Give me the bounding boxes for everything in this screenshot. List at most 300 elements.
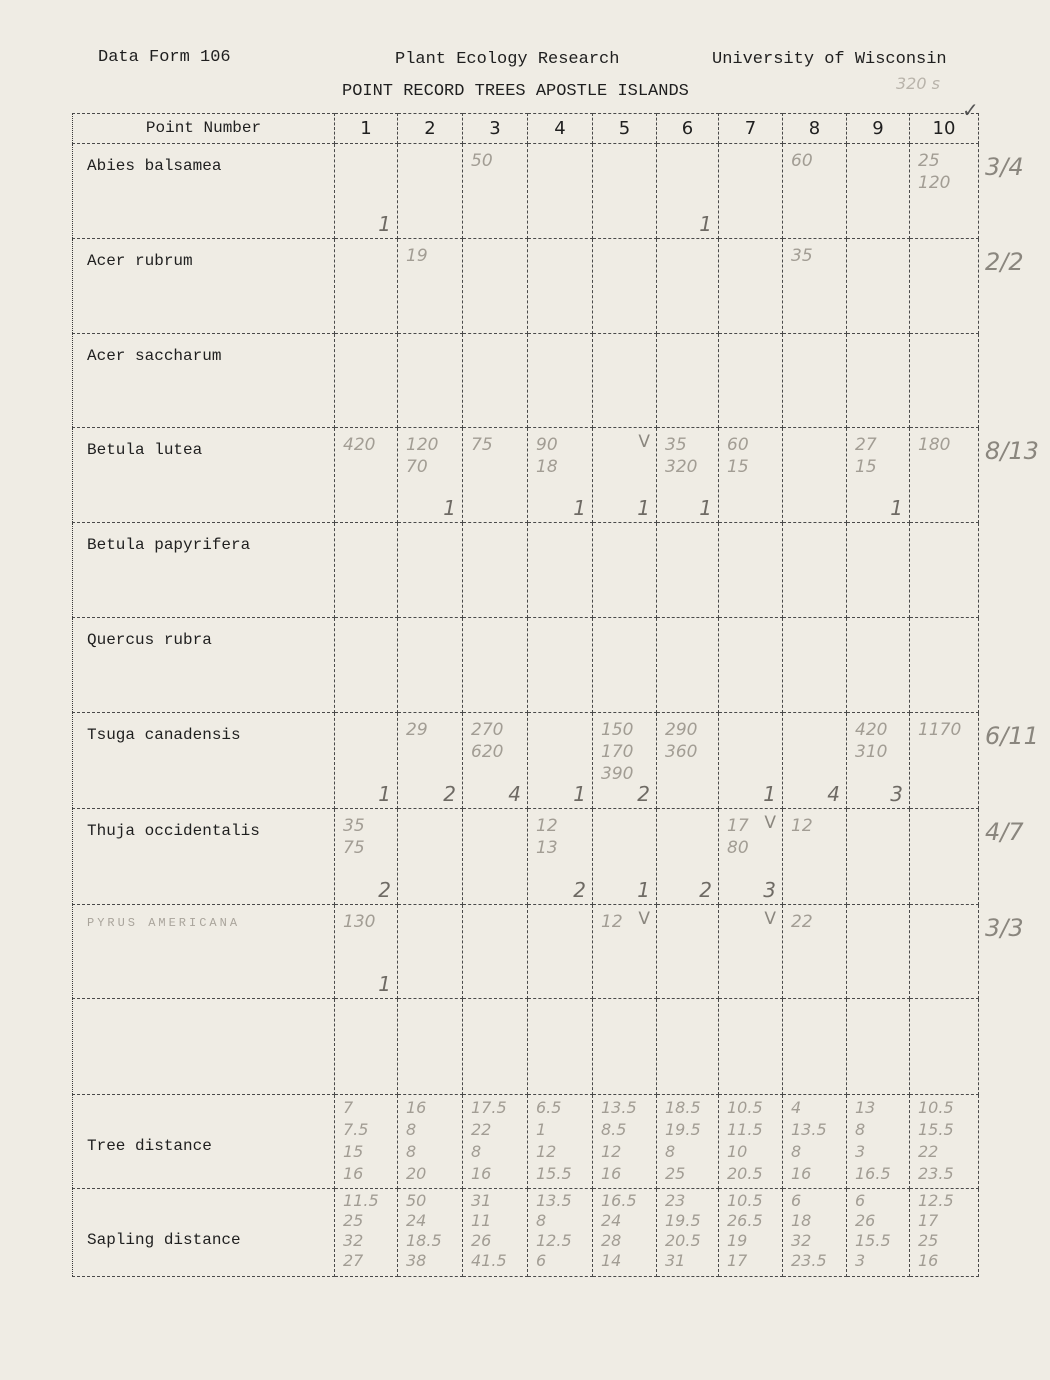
sapling-distance-values — [536, 1191, 572, 1271]
sapling-distance-cell — [593, 1189, 657, 1277]
sapling-distance-values — [791, 1191, 827, 1271]
data-cell — [783, 905, 847, 999]
diameter-value: 270 — [471, 720, 504, 740]
data-cell — [719, 905, 783, 999]
diameter-value: 120 — [406, 435, 439, 455]
tree-distance-cell — [335, 1095, 398, 1189]
point-number: 10 — [932, 118, 956, 139]
data-cell — [335, 144, 398, 239]
sapling-distance-cell — [657, 1189, 719, 1277]
tally-value: 2/2 — [985, 248, 1024, 276]
tree-distance-values — [601, 1097, 637, 1185]
diameter-values — [791, 150, 813, 172]
sapling-distance-value: 26 — [471, 1231, 492, 1250]
tree-distance-value: 16 — [601, 1164, 622, 1183]
sapling-distance-value: 41.5 — [471, 1251, 507, 1270]
species-label-cell — [73, 809, 335, 905]
point-number: 7 — [744, 118, 757, 139]
data-cell — [657, 428, 719, 523]
data-cell — [719, 334, 783, 428]
count-value: 2 — [637, 782, 650, 806]
diameter-value: 320 — [665, 457, 698, 477]
tree-distance-value: 10.5 — [918, 1098, 954, 1117]
tree-distance-values — [727, 1097, 763, 1185]
tree-distance-value: 16 — [791, 1164, 812, 1183]
sapling-distance-cell — [528, 1189, 593, 1277]
tree-distance-value: 8 — [665, 1142, 676, 1161]
data-cell — [593, 618, 657, 713]
data-cell — [463, 999, 528, 1095]
diameter-value: 12 — [791, 816, 813, 836]
data-cell — [910, 809, 979, 905]
sapling-distance-values — [343, 1191, 379, 1271]
tree-distance-value: 10 — [727, 1142, 748, 1161]
sapling-distance-value: 24 — [406, 1211, 427, 1230]
tree-distance-cell — [528, 1095, 593, 1189]
form-title: POINT RECORD TREES APOSTLE ISLANDS — [342, 82, 689, 101]
tree-distance-value: 10.5 — [727, 1098, 763, 1117]
count-value: 2 — [378, 878, 391, 902]
sapling-distance-value: 23 — [665, 1191, 686, 1210]
data-cell — [593, 809, 657, 905]
diameter-value: 35 — [343, 816, 365, 836]
species-name — [73, 999, 334, 1012]
tree-distance-value: 22 — [471, 1120, 492, 1139]
data-cell — [463, 428, 528, 523]
tally-value: 3/3 — [985, 914, 1024, 942]
data-cell — [783, 809, 847, 905]
tree-distance-value: 13.5 — [791, 1120, 827, 1139]
diameter-value: 180 — [918, 435, 951, 455]
species-label-cell — [73, 144, 335, 239]
tree-distance-value: 13 — [855, 1098, 876, 1117]
diameter-value: 390 — [601, 764, 634, 784]
diameter-value: 35 — [791, 246, 813, 266]
data-cell — [847, 428, 910, 523]
diameter-values — [343, 434, 375, 456]
sapling-distance-label-cell — [73, 1189, 335, 1277]
data-cell — [719, 239, 783, 334]
diameter-values — [343, 815, 365, 859]
sapling-distance-value: 13.5 — [536, 1191, 572, 1210]
diameter-value: 70 — [406, 457, 428, 477]
data-cell — [528, 428, 593, 523]
data-cell — [593, 334, 657, 428]
sapling-distance-value: 20.5 — [665, 1231, 701, 1250]
diameter-value: 420 — [343, 435, 376, 455]
tree-distance-value: 13.5 — [601, 1098, 637, 1117]
tree-distance-value: 7 — [343, 1098, 354, 1117]
data-cell — [398, 999, 463, 1095]
data-cell — [398, 428, 463, 523]
diameter-value: 17 — [727, 816, 749, 836]
sapling-distance-value: 3 — [855, 1251, 866, 1270]
diameter-value: 120 — [918, 173, 951, 193]
data-cell — [847, 523, 910, 618]
sapling-distance-value: 25 — [918, 1231, 939, 1250]
data-cell — [910, 334, 979, 428]
sapling-distance-values — [665, 1191, 701, 1271]
data-cell — [528, 334, 593, 428]
data-cell — [463, 239, 528, 334]
tree-distance-value: 8 — [406, 1142, 417, 1161]
tree-distance-value: 15 — [343, 1142, 364, 1161]
sapling-distance-value: 6 — [536, 1251, 547, 1270]
diameter-value: 50 — [471, 151, 493, 171]
data-cell — [528, 618, 593, 713]
sapling-distance-value: 17 — [918, 1211, 939, 1230]
data-cell — [463, 905, 528, 999]
data-cell — [657, 239, 719, 334]
sapling-distance-cell — [719, 1189, 783, 1277]
data-cell — [398, 334, 463, 428]
sapling-distance-value: 12.5 — [536, 1231, 572, 1250]
check-mark: V — [764, 909, 776, 929]
data-cell — [593, 523, 657, 618]
count-value: 1 — [699, 496, 712, 520]
sapling-distance-value: 31 — [471, 1191, 492, 1210]
tree-distance-value: 3 — [855, 1142, 866, 1161]
tree-distance-cell — [847, 1095, 910, 1189]
data-cell — [335, 523, 398, 618]
diameter-value: 420 — [855, 720, 888, 740]
count-value: 4 — [827, 782, 840, 806]
diameter-value: 25 — [918, 151, 940, 171]
data-cell — [910, 713, 979, 809]
diameter-value: 310 — [855, 742, 888, 762]
diameter-value: 290 — [665, 720, 698, 740]
data-cell — [463, 334, 528, 428]
count-value: 1 — [699, 212, 712, 236]
diameter-values — [791, 911, 813, 933]
count-value: 1 — [378, 972, 391, 996]
point-number: 1 — [360, 118, 372, 139]
data-cell — [463, 809, 528, 905]
diameter-values — [406, 245, 428, 267]
diameter-value: 1170 — [918, 720, 962, 740]
diameter-values — [601, 911, 623, 933]
data-cell — [783, 334, 847, 428]
data-cell — [335, 905, 398, 999]
data-cell — [783, 618, 847, 713]
diameter-value: 29 — [406, 720, 428, 740]
point-header-cell — [593, 114, 657, 144]
point-number: 9 — [872, 118, 884, 139]
point-number-label: Point Number — [145, 119, 262, 137]
diameter-value: 60 — [727, 435, 749, 455]
data-cell — [463, 618, 528, 713]
sapling-distance-value: 10.5 — [727, 1191, 763, 1210]
data-cell — [719, 618, 783, 713]
sapling-distance-value: 16 — [918, 1251, 939, 1270]
tree-distance-value: 12 — [601, 1142, 622, 1161]
data-cell — [719, 809, 783, 905]
data-cell — [910, 905, 979, 999]
data-cell — [593, 144, 657, 239]
sapling-distance-values — [471, 1191, 507, 1271]
count-value: 1 — [573, 782, 586, 806]
sapling-distance-value: 31 — [665, 1251, 686, 1270]
species-label-cell — [73, 713, 335, 809]
tree-distance-value: 8 — [855, 1120, 866, 1139]
tree-distance-values — [855, 1097, 891, 1185]
tree-distance-value: 19.5 — [665, 1120, 701, 1139]
diameter-values — [727, 815, 749, 859]
species-name: Acer rubrum — [87, 252, 193, 270]
diameter-values — [471, 719, 503, 763]
diameter-values — [471, 150, 493, 172]
species-label-cell — [73, 428, 335, 523]
diameter-value: 60 — [791, 151, 813, 171]
count-value: 1 — [443, 496, 456, 520]
tree-distance-value: 23.5 — [918, 1164, 954, 1183]
data-cell — [783, 713, 847, 809]
diameter-values — [791, 245, 813, 267]
diameter-value: 90 — [536, 435, 558, 455]
count-value: 2 — [699, 878, 712, 902]
diameter-value: 620 — [471, 742, 504, 762]
data-cell — [910, 144, 979, 239]
data-cell — [398, 618, 463, 713]
count-value: 1 — [378, 212, 391, 236]
point-number: 4 — [554, 118, 566, 139]
data-cell — [719, 144, 783, 239]
diameter-values — [918, 150, 950, 194]
tree-distance-value: 8 — [406, 1120, 417, 1139]
point-header-cell — [528, 114, 593, 144]
diameter-values — [471, 434, 493, 456]
data-cell — [910, 523, 979, 618]
species-label-cell — [73, 239, 335, 334]
count-value: 1 — [378, 782, 391, 806]
species-name: Thuja occidentalis — [87, 822, 260, 840]
tree-distance-value: 8.5 — [601, 1120, 627, 1139]
diameter-value: 12 — [601, 912, 623, 932]
tree-distance-value: 15.5 — [536, 1164, 572, 1183]
data-cell — [528, 713, 593, 809]
sapling-distance-values — [855, 1191, 891, 1271]
count-value: 1 — [637, 878, 650, 902]
data-cell — [657, 809, 719, 905]
diameter-value: 13 — [536, 838, 558, 858]
count-value: 1 — [763, 782, 776, 806]
tree-distance-value: 16 — [406, 1098, 427, 1117]
sapling-distance-cell — [783, 1189, 847, 1277]
data-cell — [847, 999, 910, 1095]
data-cell — [593, 713, 657, 809]
data-cell — [335, 334, 398, 428]
corner-note: 320 s — [896, 74, 940, 93]
diameter-value: 150 — [601, 720, 634, 740]
diameter-value: 170 — [601, 742, 634, 762]
data-cell — [657, 999, 719, 1095]
count-value: 1 — [573, 496, 586, 520]
diameter-values — [918, 719, 961, 741]
diameter-value: 15 — [855, 457, 877, 477]
data-cell — [847, 713, 910, 809]
data-cell — [528, 809, 593, 905]
data-cell — [593, 905, 657, 999]
sapling-distance-value: 32 — [791, 1231, 812, 1250]
data-cell — [463, 144, 528, 239]
data-cell — [463, 523, 528, 618]
data-cell — [398, 523, 463, 618]
tree-distance-value: 16 — [343, 1164, 364, 1183]
point-number: 8 — [808, 118, 821, 139]
data-cell — [657, 523, 719, 618]
sapling-distance-value: 15.5 — [855, 1231, 891, 1250]
tree-distance-value: 17.5 — [471, 1098, 507, 1117]
tree-distance-value: 11.5 — [727, 1120, 763, 1139]
data-cell — [528, 523, 593, 618]
data-cell — [657, 334, 719, 428]
data-cell — [335, 428, 398, 523]
diameter-value: 15 — [727, 457, 749, 477]
data-cell — [593, 239, 657, 334]
tree-distance-value: 16 — [471, 1164, 492, 1183]
data-cell — [398, 809, 463, 905]
diameter-values — [918, 434, 950, 456]
diameter-value: 80 — [727, 838, 749, 858]
species-name: Acer saccharum — [87, 347, 222, 365]
diameter-values — [406, 719, 428, 741]
tree-distance-cell — [910, 1095, 979, 1189]
sapling-distance-values — [727, 1191, 763, 1271]
species-label-cell — [73, 523, 335, 618]
diameter-values — [601, 719, 633, 785]
point-header-cell — [657, 114, 719, 144]
tree-distance-values — [791, 1097, 827, 1185]
data-cell — [528, 239, 593, 334]
sapling-distance-cell — [335, 1189, 398, 1277]
tree-distance-value: 12 — [536, 1142, 557, 1161]
data-cell — [783, 144, 847, 239]
count-value: 1 — [637, 496, 650, 520]
data-cell — [783, 999, 847, 1095]
data-cell — [335, 618, 398, 713]
point-header-cell — [847, 114, 910, 144]
diameter-values — [791, 815, 813, 837]
tree-distance-value: 20.5 — [727, 1164, 763, 1183]
sapling-distance-value: 28 — [601, 1231, 622, 1250]
tree-distance-value: 16.5 — [855, 1164, 891, 1183]
species-name: Abies balsamea — [87, 157, 222, 175]
point-number: 6 — [681, 118, 694, 139]
sapling-distance-value: 12.5 — [918, 1191, 954, 1210]
university-name: University of Wisconsin — [712, 50, 947, 69]
point-header-cell — [910, 114, 979, 144]
sapling-distance-value: 25 — [343, 1211, 364, 1230]
data-cell — [335, 999, 398, 1095]
tree-distance-value: 6.5 — [536, 1098, 562, 1117]
tree-distance-value: 8 — [471, 1142, 482, 1161]
point-number: 2 — [424, 118, 436, 139]
data-cell — [657, 618, 719, 713]
tree-distance-values — [343, 1097, 368, 1185]
data-cell — [398, 239, 463, 334]
sapling-distance-cell — [910, 1189, 979, 1277]
data-cell — [657, 905, 719, 999]
data-cell — [783, 428, 847, 523]
species-label-cell — [73, 905, 335, 999]
data-cell — [335, 713, 398, 809]
sapling-distance-value: 23.5 — [791, 1251, 827, 1270]
species-label-cell — [73, 999, 335, 1095]
diameter-values — [855, 719, 887, 763]
tree-distance-value: 7.5 — [343, 1120, 369, 1139]
data-cell — [847, 334, 910, 428]
tree-distance-value: 20 — [406, 1164, 427, 1183]
tree-distance-value: 15.5 — [918, 1120, 954, 1139]
sapling-distance-value: 38 — [406, 1251, 427, 1270]
form-number: Data Form 106 — [98, 48, 231, 67]
check-mark: V — [764, 813, 776, 833]
sapling-distance-value: 17 — [727, 1251, 748, 1270]
sapling-distance-value: 50 — [406, 1191, 427, 1210]
sapling-distance-value: 11 — [471, 1211, 492, 1230]
tree-distance-values — [536, 1097, 572, 1185]
diameter-value: 19 — [406, 246, 428, 266]
count-value: 3 — [763, 878, 776, 902]
sapling-distance-value: 18 — [791, 1211, 812, 1230]
sapling-distance-value: 19 — [727, 1231, 748, 1250]
diameter-value: 130 — [343, 912, 376, 932]
point-header-cell — [463, 114, 528, 144]
sapling-distance-label: Sapling distance — [87, 1231, 241, 1249]
data-cell — [335, 809, 398, 905]
count-value: 4 — [508, 782, 521, 806]
diameter-value: 75 — [343, 838, 365, 858]
species-name: Tsuga canadensis — [87, 726, 241, 744]
sapling-distance-cell — [463, 1189, 528, 1277]
tree-distance-value: 18.5 — [665, 1098, 701, 1117]
diameter-value: 75 — [471, 435, 493, 455]
data-cell — [593, 999, 657, 1095]
sapling-distance-value: 26 — [855, 1211, 876, 1230]
tree-distance-values — [406, 1097, 426, 1185]
point-number: 5 — [618, 118, 631, 139]
data-cell — [847, 618, 910, 713]
data-cell — [910, 239, 979, 334]
species-name: Betula lutea — [87, 441, 203, 459]
sapling-distance-value: 8 — [536, 1211, 547, 1230]
data-cell — [593, 428, 657, 523]
tree-distance-values — [918, 1097, 954, 1185]
sapling-distance-value: 26.5 — [727, 1211, 763, 1230]
sapling-distance-value: 16.5 — [601, 1191, 637, 1210]
diameter-values — [855, 434, 877, 478]
sapling-distance-values — [601, 1191, 637, 1271]
point-header-cell — [719, 114, 783, 144]
species-name: PYRUS AMERICANA — [87, 916, 241, 930]
sapling-distance-cell — [847, 1189, 910, 1277]
tree-distance-cell — [398, 1095, 463, 1189]
tally-value: 6/11 — [985, 722, 1039, 750]
point-record-table — [72, 113, 979, 1277]
species-label-cell — [73, 618, 335, 713]
data-cell — [783, 523, 847, 618]
diameter-values — [343, 911, 375, 933]
data-cell — [719, 523, 783, 618]
diameter-value: 22 — [791, 912, 813, 932]
tree-distance-label-cell — [73, 1095, 335, 1189]
data-cell — [847, 239, 910, 334]
data-cell — [847, 809, 910, 905]
diameter-values — [536, 815, 558, 859]
sapling-distance-value: 19.5 — [665, 1211, 701, 1230]
data-cell — [528, 999, 593, 1095]
sapling-distance-value: 6 — [791, 1191, 802, 1210]
